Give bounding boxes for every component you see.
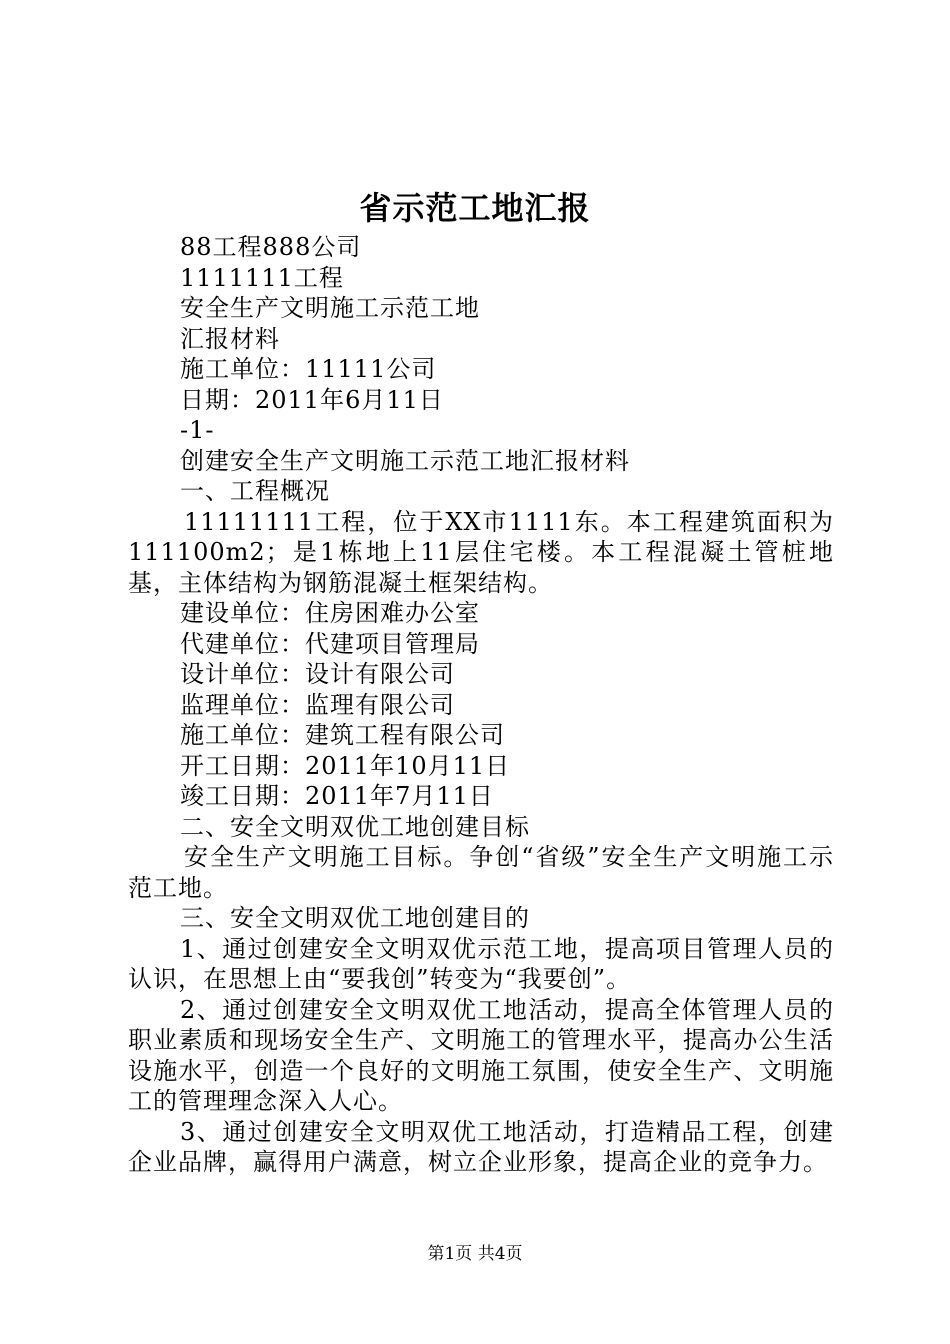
document-body (128, 232, 834, 1178)
info-line-builder: 建设单位：住房困难办公室 (180, 599, 480, 627)
info-line-agent: 代建单位：代建项目管理局 (180, 629, 480, 658)
purpose-paragraph-2: 2、通过创建安全文明双优工地活动，提高全体管理人员的职业素质和现场安全生产、文明施工的管理水平，提高办公生活设施水平，创造一个良好的文明施工氛围，使安全生产、文明施工的管理理念深入人心。 (128, 995, 834, 1115)
section-heading-purpose: 三、安全文明双优工地创建目的 (180, 904, 530, 932)
page-footer: 第1页 共4页 (427, 1244, 523, 1264)
cover-line-project: 1111111工程 (180, 263, 344, 292)
cover-line-report: 汇报材料 (180, 324, 280, 353)
purpose-paragraph-3: 3、通过创建安全文明双优工地活动，打造精品工程，创建企业品牌，赢得用户满意，树立企业形象，提高企业的竞争力。 (128, 1117, 834, 1176)
info-line-end-date: 竣工日期：2011年7月11日 (180, 782, 494, 810)
document-title: 省示范工地汇报 (359, 189, 591, 227)
info-line-designer: 设计单位：设计有限公司 (180, 660, 455, 688)
overview-paragraph: 11111111工程，位于XX市1111东。本工程建筑面积为111100m2；是1栋地上11层住宅楼。本工程混凝土管桩地基，主体结构为钢筋混凝土框架结构。 (128, 507, 834, 597)
info-line-start-date: 开工日期：2011年10月11日 (180, 751, 511, 780)
report-heading: 创建安全生产文明施工示范工地汇报材料 (180, 446, 630, 475)
info-line-contractor: 施工单位：建筑工程有限公司 (180, 721, 505, 749)
section-heading-goal: 二、安全文明双优工地创建目标 (180, 812, 530, 841)
cover-line-subject: 安全生产文明施工示范工地 (180, 294, 480, 322)
cover-line-contractor: 施工单位：11111公司 (180, 355, 437, 383)
cover-line-company: 88工程888公司 (180, 233, 362, 261)
goal-paragraph: 安全生产文明施工目标。争创“省级”安全生产文明施工示范工地。 (128, 843, 834, 902)
info-line-supervisor: 监理单位：监理有限公司 (180, 690, 455, 719)
cover-line-page-marker: -1- (180, 416, 215, 444)
cover-line-date: 日期：2011年6月11日 (180, 385, 444, 414)
section-heading-overview: 一、工程概况 (180, 477, 330, 505)
purpose-paragraph-1: 1、通过创建安全文明双优示范工地，提高项目管理人员的认识，在思想上由“要我创”转变为“我要创”。 (128, 934, 834, 993)
